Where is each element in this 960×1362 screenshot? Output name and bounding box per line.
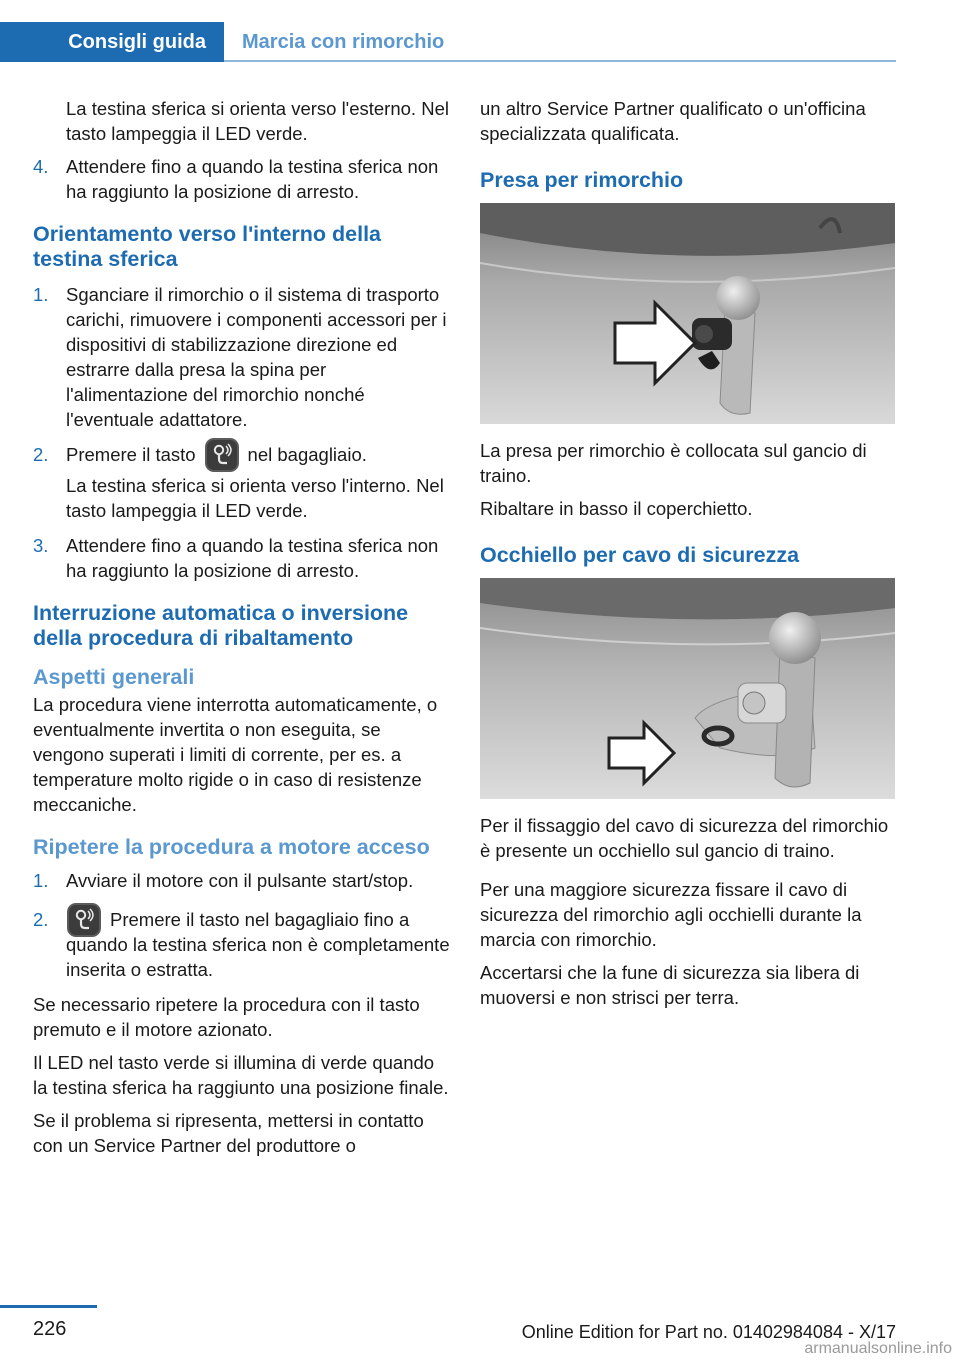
trailer-socket-photo <box>480 203 895 424</box>
list-item <box>33 868 453 893</box>
heading-eye: Occhiello per cavo di sicurezza <box>480 543 800 567</box>
chapter-tab[interactable]: Consigli guida <box>0 22 224 62</box>
watermark: armanualsonline.info <box>804 1340 952 1357</box>
paragraph: Per il fissaggio del cavo di sicurezza del rimorchio è presente un occhiello sul gancio di traino. <box>480 815 889 861</box>
step-text: Sganciare il rimorchio o il sistema di trasporto carichi, rimuovere i componenti accessori per i dispositivi di stabilizzazione direzione ed estrarre dalla presa la spina per l'alimentazione del rimorchio nonché l'eventuale adattatore. <box>66 284 447 430</box>
step-number: 4. <box>33 156 49 177</box>
list-item <box>33 154 453 204</box>
section-tab[interactable]: Marcia con rimorchio <box>242 30 445 53</box>
footer-rule <box>0 1305 97 1308</box>
step-text: Premere il tasto nel bagagliaio fino a quando la testina sferica non è completamente inserita o estratta. <box>66 909 450 981</box>
step-number: 1. <box>33 284 49 305</box>
list-item <box>33 282 453 432</box>
inward-steps <box>33 282 453 583</box>
step-text: Avviare il motore con il pulsante start/stop. <box>66 870 414 892</box>
paragraph: Ribaltare in basso il coperchietto. <box>480 498 753 519</box>
step-text: Attendere fino a quando la testina sferica non ha raggiunto la posizione di arresto. <box>66 535 439 582</box>
intro-steps <box>33 154 453 204</box>
list-item <box>33 907 453 982</box>
repeat-steps <box>33 868 453 982</box>
heading-interrupt: Interruzione automatica o inversione della procedura di ribaltamento <box>33 601 409 651</box>
safety-eye-photo <box>480 578 895 799</box>
left-column <box>33 96 453 1166</box>
paragraph: Se necessario ripetere la procedura con il tasto premuto e il motore azionato. <box>33 994 420 1041</box>
paragraph: Se il problema si ripresenta, mettersi in contatto con un Service Partner del produttore o <box>33 1110 424 1157</box>
heading-repeat: Ripetere la procedura a motore acceso <box>33 835 430 860</box>
page-header <box>0 0 960 64</box>
step-subtext: La testina sferica si orienta verso l'interno. Nel tasto lampeggia il LED verde. <box>66 475 444 522</box>
step-number: 1. <box>33 870 49 892</box>
list-item <box>33 442 453 523</box>
paragraph: un altro Service Partner qualificato o un'officina specializzata qualificata. <box>480 98 866 144</box>
towbar-button-icon <box>66 902 102 938</box>
step-text-after: nel bagagliaio. <box>247 444 367 465</box>
towbar-button-icon <box>204 437 240 473</box>
paragraph: La presa per rimorchio è collocata sul gancio di traino. <box>480 440 867 486</box>
heading-inward: Orientamento verso l'interno della testina sferica <box>33 222 381 271</box>
step-number: 2. <box>33 444 49 465</box>
page-number: 226 <box>33 1318 67 1340</box>
intro-line: La testina sferica si orienta verso l'esterno. Nel tasto lampeggia il LED verde. <box>66 98 449 144</box>
step-number: 3. <box>33 535 49 557</box>
edition-note: Online Edition for Part no. 01402984084 - X/17 <box>521 1322 896 1342</box>
general-text: La procedura viene interrotta automaticamente, o eventualmente invertita o non eseguita, se vengono superati i limiti di corrente, per es. a temperature molto rigide o in caso di resistenze meccaniche. <box>33 694 438 816</box>
step-text: Attendere fino a quando la testina sferica non ha raggiunto la posizione di arresto. <box>66 156 439 202</box>
list-item <box>33 533 453 583</box>
step-number: 2. <box>33 909 49 931</box>
paragraph: Il LED nel tasto verde si illumina di verde quando la testina sferica ha raggiunto una posizione finale. <box>33 1052 449 1099</box>
paragraph: Per una maggiore sicurezza fissare il cavo di sicurezza del rimorchio agli occhielli durante la marcia con rimorchio. <box>480 879 862 950</box>
header-rule <box>224 60 896 62</box>
heading-socket: Presa per rimorchio <box>480 168 684 192</box>
heading-general: Aspetti generali <box>33 665 195 690</box>
paragraph: Accertarsi che la fune di sicurezza sia libera di muoversi e non strisci per terra. <box>480 962 860 1008</box>
right-column <box>480 96 898 1018</box>
step-text: Premere il tasto <box>66 444 196 465</box>
